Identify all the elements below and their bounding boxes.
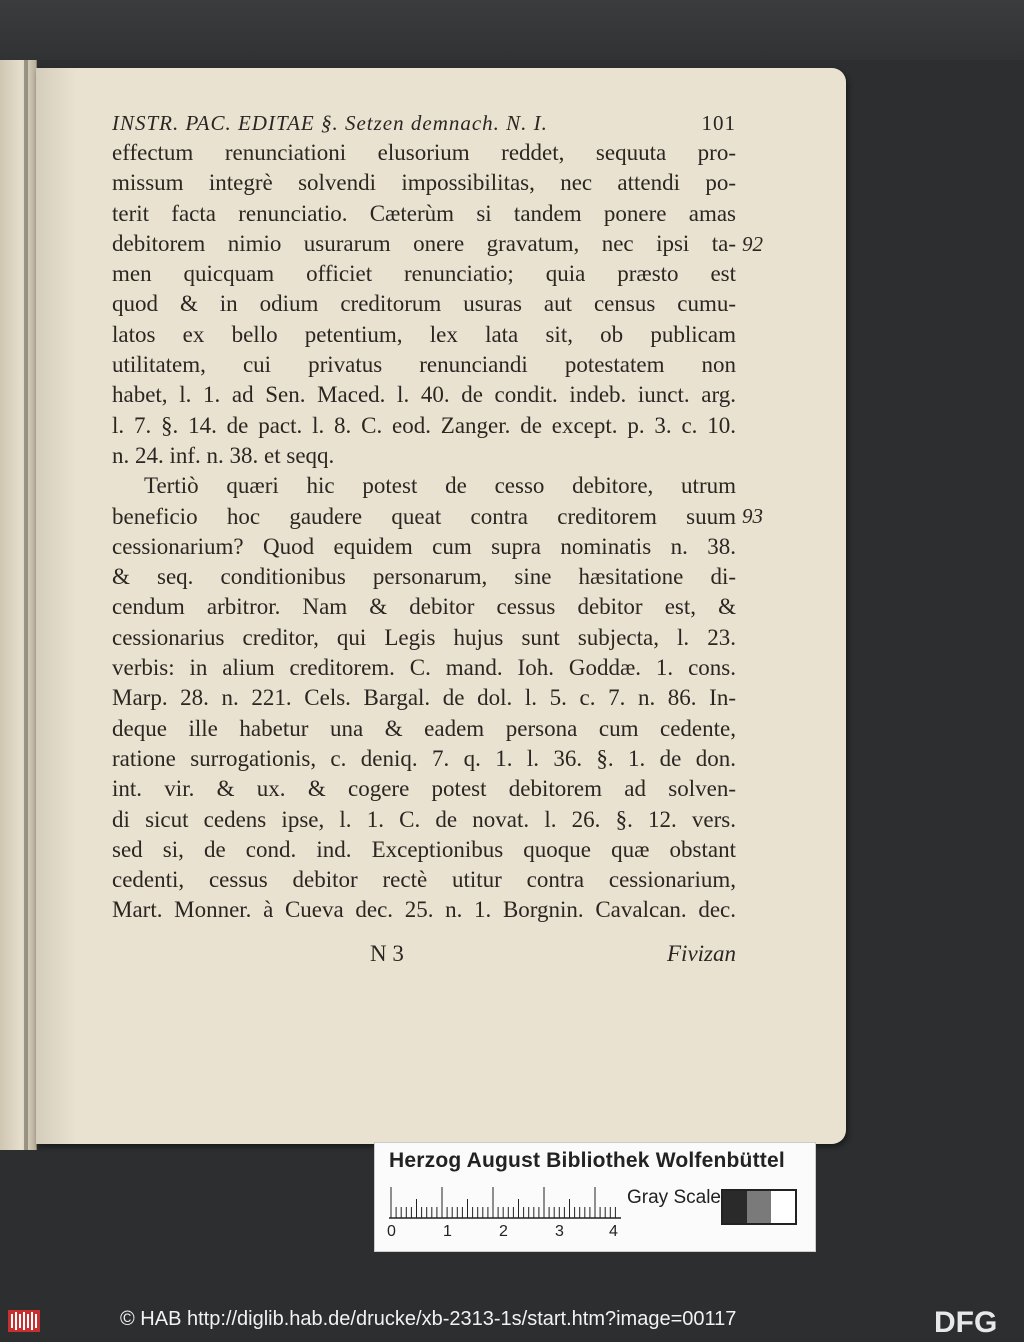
page-number: 101	[701, 111, 736, 135]
text-line: men quicquam officiet renunciatio; quia præsto est	[112, 261, 736, 287]
text-line: Tertiò quæri hic potest de cesso debitore, utrum	[144, 473, 736, 499]
text-line: verbis: in alium creditorem. C. mand. Ioh. Goddæ. 1. cons.	[112, 655, 736, 681]
marginal-note: 93	[742, 504, 763, 528]
dfg-logo-text: DFG	[934, 1306, 998, 1338]
ruler-scale	[389, 1185, 621, 1219]
text-line: & seq. conditionibus personarum, sine hæsitatione di-	[112, 564, 736, 590]
library-name: Herzog August Bibliothek Wolfenbüttel	[389, 1149, 785, 1172]
scale-number: 2	[499, 1223, 508, 1240]
text-line: beneficio hoc gaudere queat contra creditorem suum	[112, 503, 736, 529]
page-footer-marks	[112, 941, 736, 967]
body-text	[112, 138, 736, 926]
text-line: di sicut cedens ipse, l. 1. C. de novat. l. 26. §. 12. vers.	[112, 806, 736, 832]
text-line: l. 7. §. 14. de pact. l. 8. C. eod. Zanger. de except. p. 3. c. 10.	[112, 412, 736, 438]
page-text-block	[112, 108, 736, 926]
footer-bar	[0, 1298, 1024, 1342]
text-line: utilitatem, cui privatus renunciandi potestatem non	[112, 352, 736, 378]
text-line: cedenti, cessus debitor rectè utitur contra cessionarium,	[112, 867, 736, 893]
text-line: effectum renunciationi elusorium reddet, sequuta pro-	[112, 140, 736, 165]
swatch-dark	[723, 1191, 747, 1223]
running-head	[112, 108, 736, 138]
signature-mark: N 3	[370, 941, 404, 966]
text-line: ratione surrogationis, c. deniq. 7. q. 1. l. 36. §. 1. de don.	[112, 745, 736, 771]
running-head-title: INSTR. PAC. EDITAE §. Setzen demnach. N. I.	[112, 111, 548, 135]
backdrop	[0, 0, 1024, 60]
text-line: Marp. 28. n. 221. Cels. Bargal. de dol. l. 5. c. 7. n. 86. In-	[112, 685, 736, 711]
scale-number: 3	[555, 1223, 564, 1240]
scale-number: 1	[443, 1223, 452, 1240]
book-page	[36, 68, 846, 1144]
text-line: habet, l. 1. ad Sen. Maced. l. 40. de condit. indeb. iunct. arg.	[112, 382, 736, 408]
gray-scale-label: Gray Scale	[627, 1187, 721, 1208]
scale-numbers	[385, 1223, 635, 1247]
scale-number: 0	[387, 1223, 396, 1240]
text-line: quod & in odium creditorum usuras aut census cumu-	[112, 291, 736, 317]
text-line: missum integrè solvendi impossibilitas, nec attendi po-	[112, 170, 736, 196]
page-gutter-shadow	[24, 60, 28, 1150]
dfg-logo-icon	[934, 1304, 1016, 1338]
text-line: int. vir. & ux. & cogere potest debitorem ad solven-	[112, 776, 736, 802]
catchword: Fivizan	[667, 941, 736, 966]
text-line: deque ille habetur una & eadem persona cum cedente,	[112, 715, 736, 741]
copyright-link[interactable]: © HAB http://diglib.hab.de/drucke/xb-2313-1s/start.htm?image=00117	[120, 1308, 737, 1330]
text-line: latos ex bello petentium, lex lata sit, ob publicam	[112, 321, 736, 347]
text-line: cendum arbitror. Nam & debitor cessus debitor est, &	[112, 594, 736, 620]
previous-page-edge	[0, 60, 37, 1150]
text-line: terit facta renunciatio. Cæterùm si tandem ponere amas	[112, 200, 736, 226]
gray-scale-swatches	[721, 1189, 797, 1225]
swatch-mid	[747, 1191, 771, 1223]
text-line: cessionarium? Quod equidem cum supra nominatis n. 38.	[112, 533, 736, 559]
text-line: Mart. Monner. à Cueva dec. 25. n. 1. Borgnin. Cavalcan. dec.	[112, 897, 736, 923]
text-line: sed si, de cond. ind. Exceptionibus quoque quæ obstant	[112, 836, 736, 862]
text-line: debitorem nimio usurarum onere gravatum, nec ipsi ta-	[112, 230, 736, 256]
text-line: cessionarius creditor, qui Legis hujus sunt subjecta, l. 23.	[112, 624, 736, 650]
swatch-light	[771, 1191, 795, 1223]
text-line: n. 24. inf. n. 38. et seqq.	[112, 442, 335, 468]
marginal-note: 92	[742, 232, 763, 256]
color-calibration-label	[374, 1142, 816, 1252]
barcode-logo-icon	[8, 1306, 40, 1334]
scale-number: 4	[609, 1223, 618, 1240]
